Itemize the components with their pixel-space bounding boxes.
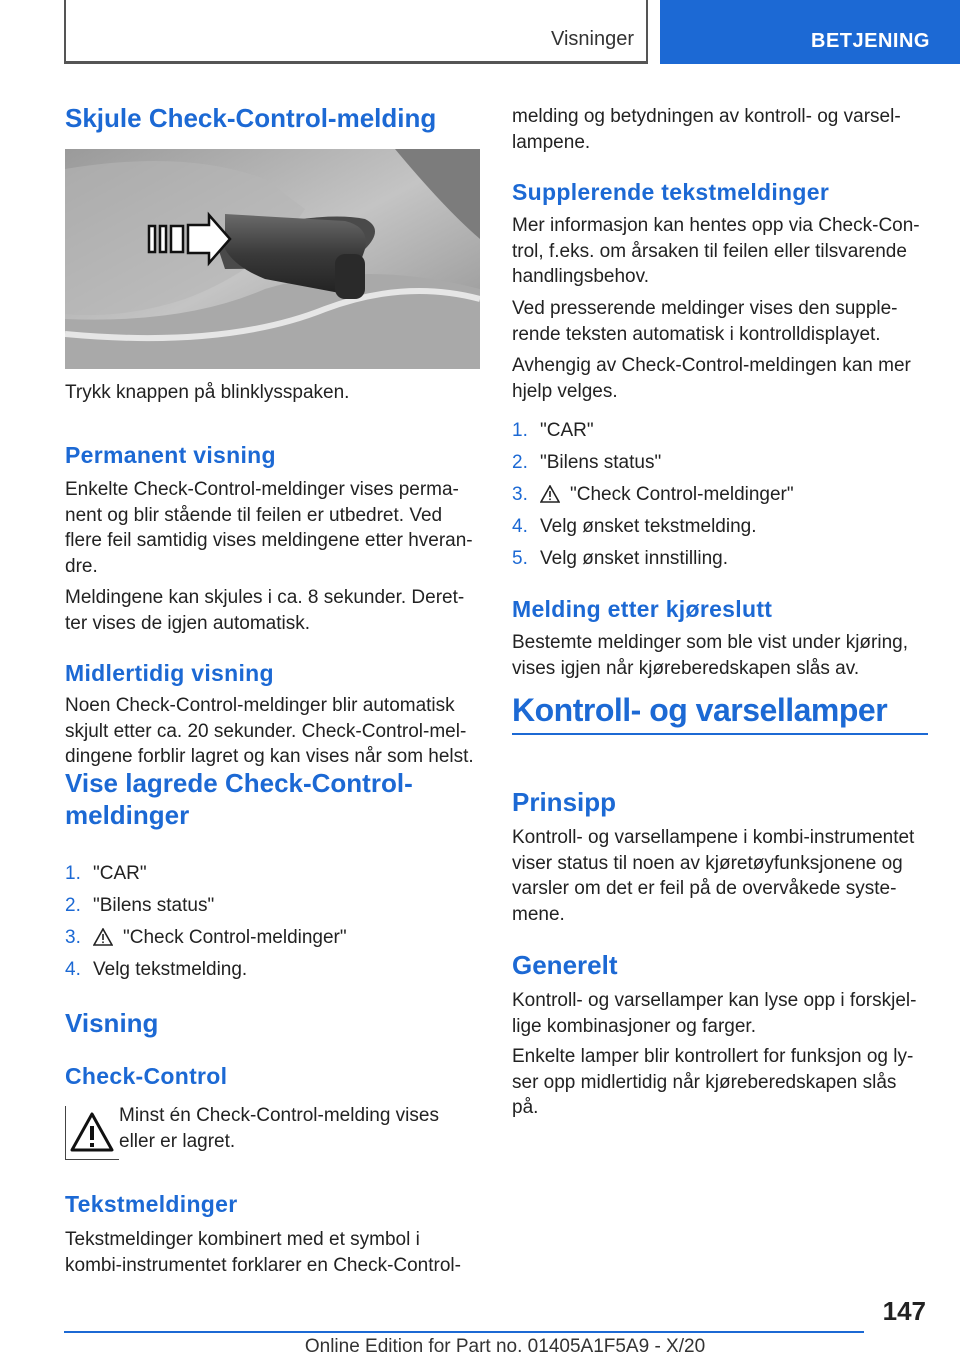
- list-text: "CAR": [540, 420, 594, 441]
- list-text: "Check Control-meldinger": [570, 484, 794, 505]
- list-text: "Check Control-meldinger": [123, 927, 347, 948]
- list-item: [65, 895, 480, 921]
- list-text: "CAR": [93, 863, 147, 884]
- heading-kontroll-varsellamper: Kontroll- og varsellamper: [512, 692, 888, 728]
- footer-rule: [64, 1331, 864, 1333]
- list-item: [65, 927, 480, 953]
- para-supplerende-3: Avhengig av Check-Control-meldingen kan mer hjelp velges.: [512, 355, 911, 402]
- list-number: 1.: [512, 420, 528, 441]
- heading-supplerende: Supplerende tekstmeldinger: [512, 179, 830, 205]
- list-item: [512, 548, 928, 574]
- list-text: Velg tekstmelding.: [93, 959, 248, 980]
- heading-generelt: Generelt: [512, 950, 618, 980]
- header-chapter-tab: BETJENING: [660, 0, 960, 64]
- para-midlertidig: Noen Check-Control-meldinger blir automatisk skjult etter ca. 20 sekunder. Check-Control-mel-dingene forblir lagret og kan vises når som helst.: [65, 695, 474, 767]
- para-melding-etter: Bestemte meldinger som ble vist under kjøring, vises igjen når kjøreberedskapen slås av.: [512, 632, 908, 679]
- list-number: 3.: [512, 484, 528, 505]
- list-item: [65, 959, 480, 985]
- heading-check-control: Check-Control: [65, 1063, 228, 1089]
- list-number: 1.: [65, 863, 81, 884]
- list-number: 3.: [65, 927, 81, 948]
- heading-visning: Visning: [65, 1008, 159, 1038]
- list-text-with-icon: [93, 927, 347, 949]
- list-item: [512, 484, 928, 510]
- heading-vise-line2: meldinger: [65, 800, 190, 830]
- warning-triangle-icon: [540, 485, 560, 503]
- list-item: [65, 863, 480, 889]
- list-item: [512, 516, 928, 542]
- para-generelt-2: Enkelte lamper blir kontrollert for funksjon og ly-ser opp midlertidig når kjøreberedskapen slås på.: [512, 1046, 914, 1118]
- para-permanent-1: Enkelte Check-Control-meldinger vises perma-nent og blir stående til feilen er utbedret. Ved flere feil samtidig vises meldingene etter hveran-dre.: [65, 479, 473, 577]
- list-item: [512, 420, 928, 446]
- para-continued: melding og betydningen av kontroll- og varsel-lampene.: [512, 106, 901, 153]
- heading-prinsipp: Prinsipp: [512, 787, 617, 817]
- list-text: "Bilens status": [93, 895, 215, 916]
- page-number: 147: [882, 1296, 926, 1326]
- list-item: [512, 452, 928, 478]
- heading-midlertidig: Midlertidig visning: [65, 660, 274, 686]
- check-control-symbol: [65, 1106, 119, 1160]
- section-rule: [512, 733, 928, 735]
- heading-tekstmeldinger: Tekstmeldinger: [65, 1191, 238, 1217]
- list-number: 4.: [512, 516, 528, 537]
- header-section-title: Visninger: [550, 28, 634, 50]
- heading-vise-lagrede: [65, 767, 480, 831]
- list-text: Velg ønsket innstilling.: [540, 548, 728, 569]
- list-text: "Bilens status": [540, 452, 662, 473]
- header-section-box: [64, 0, 648, 64]
- check-control-text: Minst én Check-Control-melding vises eller er lagret.: [119, 1105, 439, 1152]
- footer-edition: Online Edition for Part no. 01405A1F5A9 - X/20: [304, 1336, 706, 1357]
- turn-signal-lever-illustration: [65, 149, 480, 369]
- heading-melding-etter: Melding etter kjøreslutt: [512, 596, 773, 622]
- warning-triangle-icon: [66, 1106, 118, 1158]
- figure-caption: Trykk knappen på blinklysspaken.: [65, 382, 350, 403]
- para-supplerende-1: Mer informasjon kan hentes opp via Check-Con-trol, f.eks. om årsaken til feilen eller tilsvarende handlingsbehov.: [512, 215, 920, 287]
- para-prinsipp: Kontroll- og varsellampene i kombi-instrumentet viser status til noen av kjøretøyfunksjonene og varsler om det er feil på de overvåkede syste-mene.: [512, 827, 915, 925]
- para-supplerende-2: Ved presserende meldinger vises den supple-rende teksten automatisk i kontrolldisplayet.: [512, 298, 898, 345]
- list-number: 2.: [65, 895, 81, 916]
- para-permanent-2: Meldingene kan skjules i ca. 8 sekunder. Deret-ter vises de igjen automatisk.: [65, 587, 465, 634]
- para-tekstmeldinger: Tekstmeldinger kombinert med et symbol i kombi-instrumentet forklarer en Check-Control-: [65, 1229, 461, 1276]
- list-number: 2.: [512, 452, 528, 473]
- heading-permanent: Permanent visning: [65, 442, 276, 468]
- para-generelt-1: Kontroll- og varsellamper kan lyse opp i forskjel-lige kombinasjoner og farger.: [512, 990, 917, 1037]
- list-text-with-icon: [540, 484, 794, 506]
- list-number: 4.: [65, 959, 81, 980]
- list-number: 5.: [512, 548, 528, 569]
- warning-triangle-icon: [93, 928, 113, 946]
- heading-skjule: Skjule Check-Control-melding: [65, 103, 437, 133]
- heading-vise-line1: Vise lagrede Check-Control-: [65, 768, 413, 798]
- list-text: Velg ønsket tekstmelding.: [540, 516, 757, 537]
